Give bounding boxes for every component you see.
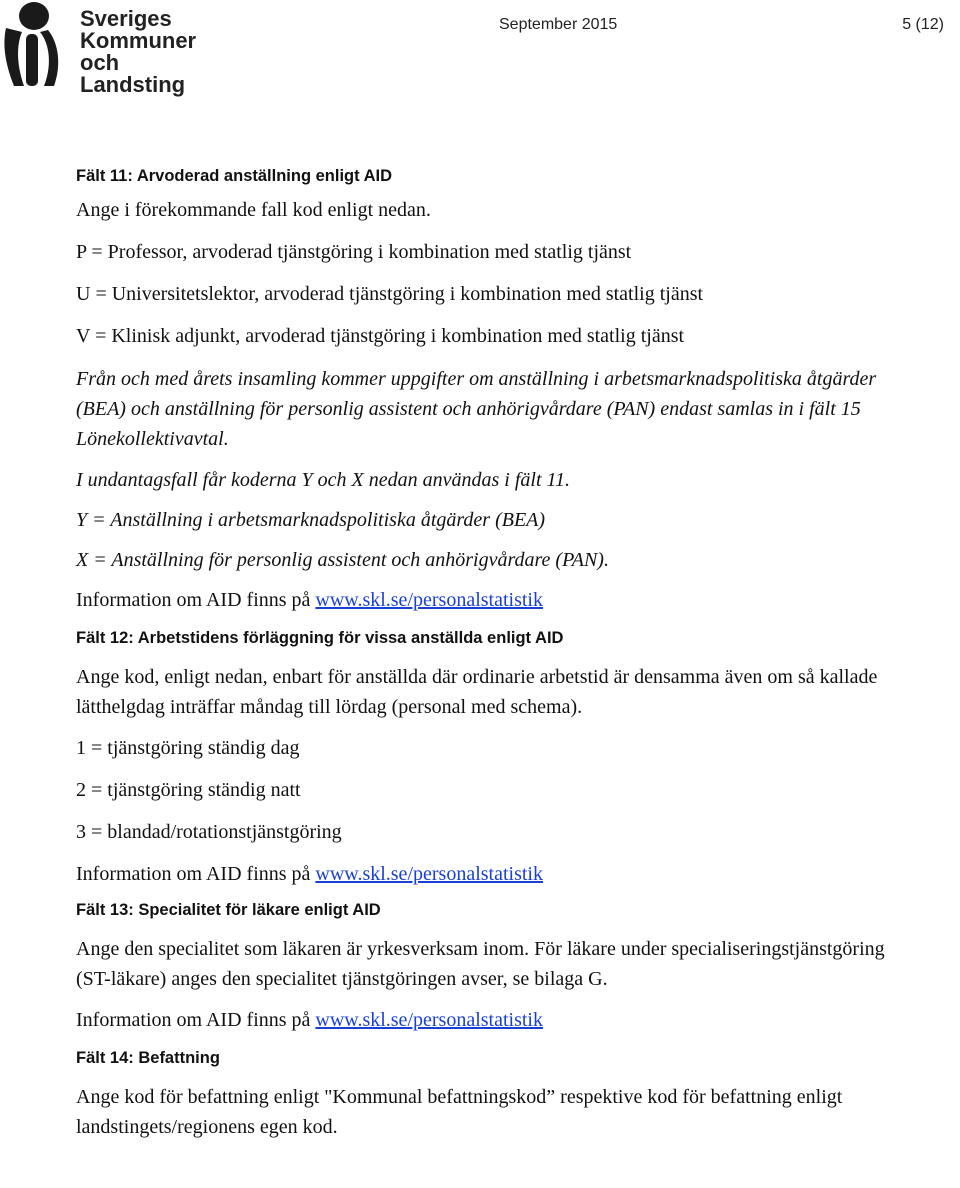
header-page-number: 5 (12) xyxy=(902,16,944,33)
skl-logo-icon xyxy=(0,0,72,88)
field-13-info xyxy=(76,1008,906,1032)
field-11-code-x: X = Anställning för personlig assistent och anhörigvårdare (PAN). xyxy=(76,549,609,571)
field-12-code-1: 1 = tjänstgöring ständig dag xyxy=(76,737,300,759)
info-prefix: Information om AID finns på xyxy=(76,1009,316,1031)
field-12-intro: Ange kod, enligt nedan, enbart för anställda där ordinarie arbetstid är densamma även om så kallade lätthelgdag inträffar måndag till lördag (personal med schema). xyxy=(76,666,878,718)
field-11-code-y: Y = Anställning i arbetsmarknadspolitiska åtgärder (BEA) xyxy=(76,509,546,531)
field-14-intro: Ange kod för befattning enligt "Kommunal befattningskod” respektive kod för befattning enligt landstingets/regionens egen kod. xyxy=(76,1086,843,1138)
field-11-info xyxy=(76,588,906,612)
document-body xyxy=(76,162,906,1142)
personalstatistik-link[interactable]: www.skl.se/personalstatistik xyxy=(315,1009,543,1031)
org-line-1: Sveriges xyxy=(80,6,172,31)
field-11-intro: Ange i förekommande fall kod enligt nedan. xyxy=(76,199,431,221)
personalstatistik-link[interactable]: www.skl.se/personalstatistik xyxy=(315,589,543,611)
field-13-intro: Ange den specialitet som läkaren är yrkesverksam inom. För läkare under specialiseringstjänstgöring (ST-läkare) anges den specialitet tjänstgöringen avser, se bilaga G. xyxy=(76,938,885,990)
skl-logo xyxy=(0,0,215,97)
field-11-code-p: P = Professor, arvoderad tjänstgöring i kombination med statlig tjänst xyxy=(76,241,632,263)
field-14-heading: Fält 14: Befattning xyxy=(76,1049,220,1067)
header-date: September 2015 xyxy=(499,16,618,33)
field-11-heading: Fält 11: Arvoderad anställning enligt AID xyxy=(76,167,392,185)
personalstatistik-link[interactable]: www.skl.se/personalstatistik xyxy=(315,863,543,885)
field-13-heading: Fält 13: Specialitet för läkare enligt AID xyxy=(76,901,381,919)
org-name xyxy=(80,8,215,96)
field-11-code-v: V = Klinisk adjunkt, arvoderad tjänstgöring i kombination med statlig tjänst xyxy=(76,325,685,347)
info-prefix: Information om AID finns på xyxy=(76,863,316,885)
field-12-info xyxy=(76,862,906,886)
field-12-code-3: 3 = blandad/rotationstjänstgöring xyxy=(76,821,342,843)
field-12-heading: Fält 12: Arbetstidens förläggning för vissa anställda enligt AID xyxy=(76,629,564,647)
field-11-code-u: U = Universitetslektor, arvoderad tjänstgöring i kombination med statlig tjänst xyxy=(76,283,704,305)
field-11-note: Från och med årets insamling kommer uppgifter om anställning i arbetsmarknadspolitiska åtgärder (BEA) och anställning för personlig assistent och anhörigvårdare (PAN) endast samlas in i fält 15 Lönekollektivavtal. xyxy=(76,368,877,450)
field-12-code-2: 2 = tjänstgöring ständig natt xyxy=(76,779,301,801)
org-line-3: och Landsting xyxy=(80,50,186,97)
org-line-2: Kommuner xyxy=(80,28,197,53)
info-prefix: Information om AID finns på xyxy=(76,589,316,611)
field-11-exception: I undantagsfall får koderna Y och X nedan användas i fält 11. xyxy=(76,469,571,491)
